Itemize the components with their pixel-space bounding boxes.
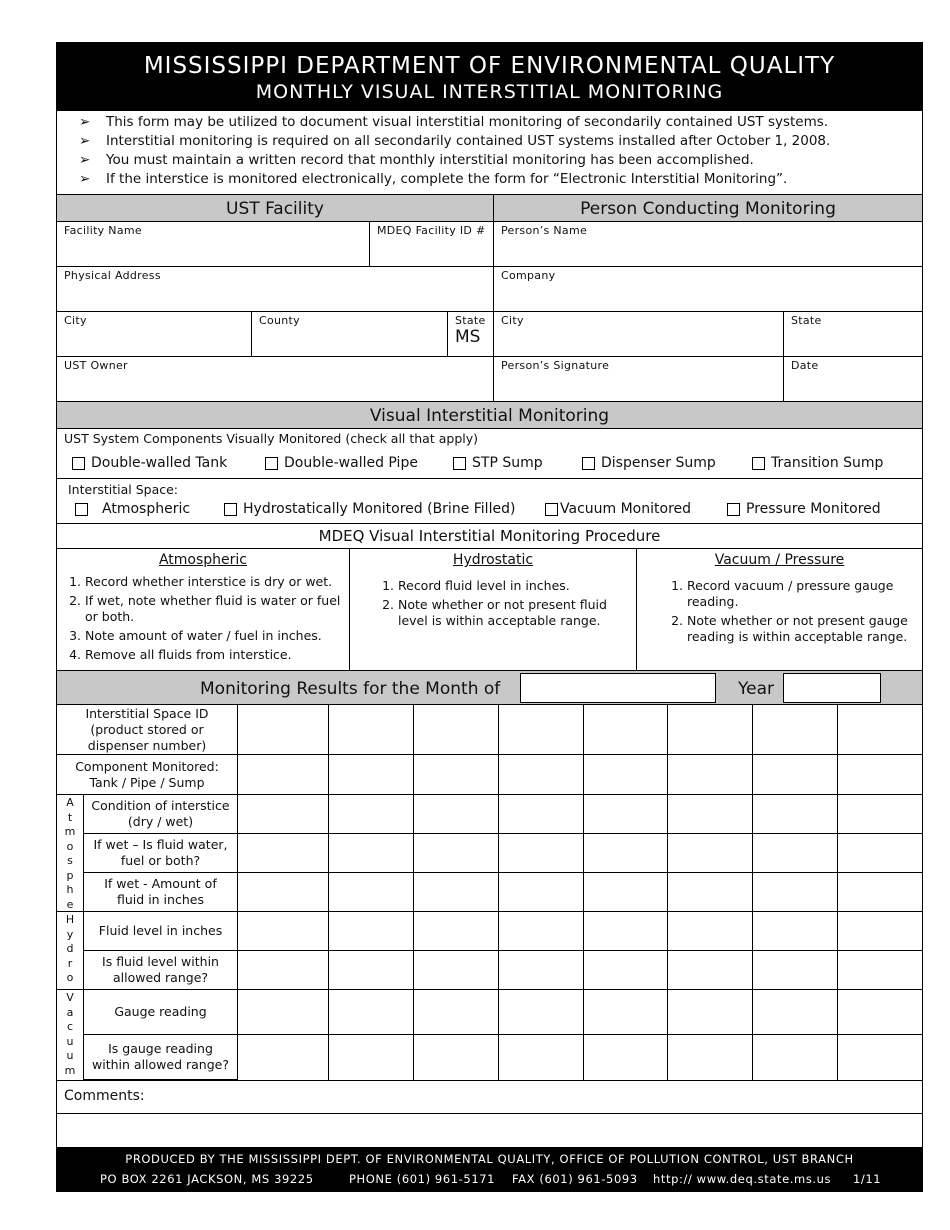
result-entry-cell[interactable] <box>329 795 414 834</box>
step: 1. Record whether interstice is dry or wet. <box>85 574 349 590</box>
form-title: MONTHLY VISUAL INTERSTITIAL MONITORING <box>255 81 724 103</box>
date-field[interactable]: Date <box>784 357 922 402</box>
county-field[interactable]: County <box>252 312 448 357</box>
result-entry-cell[interactable] <box>668 873 753 912</box>
instructions <box>57 111 922 195</box>
ust-owner-field[interactable]: UST Owner <box>57 357 494 402</box>
bullet-2: ➢ Interstitial monitoring is required on all secondarily contained UST systems installed after October 1, 2008. <box>79 133 831 149</box>
ust-facility-header: UST Facility <box>57 195 494 222</box>
atmospheric-steps <box>57 574 349 663</box>
hydrostatic-heading: Hydrostatic <box>452 552 534 568</box>
result-entry-cell[interactable] <box>499 834 584 873</box>
result-entry-cell[interactable] <box>414 873 499 912</box>
vacuum-steps <box>637 578 922 645</box>
signature-field[interactable]: Person’s Signature <box>494 357 784 402</box>
result-entry-cell[interactable] <box>329 755 414 795</box>
result-entry-cell[interactable] <box>838 912 922 951</box>
facility-state-label: State <box>455 314 486 327</box>
row-label-condition: Condition of interstice (dry / wet) <box>84 795 238 834</box>
row-label-fluid-type: If wet – Is fluid water, fuel or both? <box>84 834 238 873</box>
year-label: Year <box>738 679 774 699</box>
component-transition-sump[interactable]: Transition Sump <box>752 455 883 471</box>
result-entry-cell[interactable] <box>329 705 414 755</box>
hydrostatic-procedure <box>350 549 637 671</box>
checkbox[interactable] <box>72 457 85 470</box>
atmospheric-procedure <box>57 549 350 671</box>
bullet-1: ➢ This form may be utilized to document visual interstitial monitoring of secondarily contained UST systems. <box>79 114 829 130</box>
result-entry-cell[interactable] <box>668 755 753 795</box>
step: 2. If wet, note whether fluid is water or fuel or both. <box>85 593 349 625</box>
result-entry-cell[interactable] <box>499 755 584 795</box>
result-entry-cell[interactable] <box>238 705 329 755</box>
step: 3. Note amount of water / fuel in inches. <box>85 628 349 644</box>
bullet-3: ➢ You must maintain a written record that monthly interstitial monitoring has been accomplished. <box>79 152 754 168</box>
result-entry-cell[interactable] <box>753 755 838 795</box>
hydrostatic-steps <box>350 578 636 629</box>
component-stp-sump[interactable]: STP Sump <box>453 455 543 471</box>
result-entry-cell[interactable] <box>414 755 499 795</box>
checkbox[interactable] <box>752 457 765 470</box>
facility-id-field[interactable]: MDEQ Facility ID # <box>370 222 494 267</box>
result-entry-cell[interactable] <box>838 755 922 795</box>
result-entry-cell[interactable] <box>499 705 584 755</box>
result-entry-cell[interactable] <box>668 1035 753 1080</box>
result-entry-cell[interactable] <box>753 912 838 951</box>
person-name-field[interactable]: Person’s Name <box>494 222 922 267</box>
bullet-4: ➢ If the interstice is monitored electronically, complete the form for “Electronic Interstitial Monitoring”. <box>79 171 788 187</box>
result-entry-cell[interactable] <box>838 705 922 755</box>
result-entry-cell[interactable] <box>329 912 414 951</box>
comments-label: Comments: <box>57 1080 922 1114</box>
footer-phone: PHONE (601) 961-5171 <box>349 1172 496 1186</box>
space-label: Interstitial Space: <box>68 482 179 497</box>
step: 1. Record vacuum / pressure gauge reading. <box>687 578 910 610</box>
month-input[interactable] <box>520 673 716 703</box>
facility-name-field[interactable]: Facility Name <box>57 222 370 267</box>
side-label-vacuum: V a c u u m <box>57 990 84 1080</box>
space-pressure[interactable]: Pressure Monitored <box>727 501 881 517</box>
footer-url: http:// www.deq.state.ms.us <box>653 1172 832 1186</box>
result-entry-cell[interactable] <box>753 951 838 990</box>
component-tank[interactable]: Double-walled Tank <box>72 455 227 471</box>
checkbox[interactable] <box>727 503 740 516</box>
result-entry-cell[interactable] <box>668 912 753 951</box>
row-label-component: Component Monitored: Tank / Pipe / Sump <box>57 755 238 795</box>
atmospheric-heading: Atmospheric <box>158 552 248 568</box>
vacuum-procedure <box>637 549 922 671</box>
result-entry-cell[interactable] <box>753 795 838 834</box>
procedure-title: MDEQ Visual Interstitial Monitoring Procedure <box>57 524 922 549</box>
footer-revision: 1/11 <box>853 1172 882 1186</box>
person-monitoring-header: Person Conducting Monitoring <box>494 195 922 222</box>
component-dispenser-sump[interactable]: Dispenser Sump <box>582 455 716 471</box>
person-city-field[interactable]: City <box>494 312 784 357</box>
result-entry-cell[interactable] <box>668 795 753 834</box>
result-entry-cell[interactable] <box>753 834 838 873</box>
space-hydrostatic[interactable]: Hydrostatically Monitored (Brine Filled) <box>224 501 515 517</box>
checkbox[interactable] <box>453 457 466 470</box>
result-entry-cell[interactable] <box>414 1035 499 1080</box>
result-entry-cell[interactable] <box>414 705 499 755</box>
result-entry-cell[interactable] <box>238 1035 329 1080</box>
footer-produced-by: PRODUCED BY THE MISSISSIPPI DEPT. OF ENVIRONMENTAL QUALITY, OFFICE OF POLLUTION CONTROL, UST BRANCH <box>125 1152 854 1166</box>
checkbox[interactable] <box>265 457 278 470</box>
result-entry-cell[interactable] <box>329 834 414 873</box>
physical-address-field[interactable]: Physical Address <box>57 267 494 312</box>
results-header <box>57 671 922 705</box>
vacuum-heading: Vacuum / Pressure <box>714 552 845 568</box>
components-section <box>57 429 922 479</box>
result-entry-cell[interactable] <box>329 951 414 990</box>
result-entry-cell[interactable] <box>238 834 329 873</box>
result-entry-cell[interactable] <box>584 834 668 873</box>
result-entry-cell[interactable] <box>584 755 668 795</box>
result-entry-cell[interactable] <box>329 990 414 1035</box>
space-atmospheric[interactable]: Atmospheric <box>75 501 190 517</box>
result-entry-cell[interactable] <box>838 1035 922 1080</box>
result-entry-cell[interactable] <box>584 912 668 951</box>
row-label-fluid-level: Fluid level in inches <box>84 912 238 951</box>
result-entry-cell[interactable] <box>499 873 584 912</box>
step: 1. Record fluid level in inches. <box>398 578 616 594</box>
result-entry-cell[interactable] <box>668 705 753 755</box>
agency-title: MISSISSIPPI DEPARTMENT OF ENVIRONMENTAL QUALITY <box>143 53 836 79</box>
checkbox[interactable] <box>224 503 237 516</box>
visual-monitoring-header: Visual Interstitial Monitoring <box>57 402 922 429</box>
row-label-fluid-range: Is fluid level within allowed range? <box>84 951 238 990</box>
result-entry-cell[interactable] <box>668 951 753 990</box>
result-entry-cell[interactable] <box>238 795 329 834</box>
step: 2. Note whether or not present fluid level is within acceptable range. <box>398 597 616 629</box>
footer-address: PO BOX 2261 JACKSON, MS 39225 <box>100 1172 314 1186</box>
result-entry-cell[interactable] <box>238 873 329 912</box>
result-entry-cell[interactable] <box>838 873 922 912</box>
company-field[interactable]: Company <box>494 267 922 312</box>
comments-input[interactable] <box>57 1114 922 1147</box>
checkbox[interactable] <box>582 457 595 470</box>
results-title: Monitoring Results for the Month of <box>200 679 501 699</box>
result-entry-cell[interactable] <box>499 951 584 990</box>
result-entry-cell[interactable] <box>238 951 329 990</box>
result-entry-cell[interactable] <box>499 990 584 1035</box>
side-label-atmospheric: A t m o s p h e <box>57 795 84 912</box>
result-entry-cell[interactable] <box>414 990 499 1035</box>
step: 2. Note whether or not present gauge reading is within acceptable range. <box>687 613 910 645</box>
footer <box>57 1147 922 1191</box>
result-entry-cell[interactable] <box>668 990 753 1035</box>
result-entry-cell[interactable] <box>238 755 329 795</box>
row-label-gauge: Gauge reading <box>84 990 238 1035</box>
year-input[interactable] <box>783 673 881 703</box>
components-label: UST System Components Visually Monitored (check all that apply) <box>64 431 478 446</box>
result-entry-cell[interactable] <box>499 795 584 834</box>
result-entry-cell[interactable] <box>329 1035 414 1080</box>
result-entry-cell[interactable] <box>753 705 838 755</box>
result-entry-cell[interactable] <box>838 990 922 1035</box>
result-entry-cell[interactable] <box>838 795 922 834</box>
result-entry-cell[interactable] <box>584 873 668 912</box>
checkbox[interactable] <box>545 503 558 516</box>
result-entry-cell[interactable] <box>838 951 922 990</box>
facility-state-value: MS <box>455 327 481 347</box>
facility-city-field[interactable]: City <box>57 312 252 357</box>
monitoring-form <box>56 42 923 1192</box>
result-entry-cell[interactable] <box>584 990 668 1035</box>
space-vacuum[interactable]: Vacuum Monitored <box>545 501 691 517</box>
checkbox[interactable] <box>75 503 88 516</box>
result-entry-cell[interactable] <box>753 1035 838 1080</box>
result-entry-cell[interactable] <box>668 834 753 873</box>
result-entry-cell[interactable] <box>414 834 499 873</box>
row-label-fluid-amount: If wet - Amount of fluid in inches <box>84 873 238 912</box>
result-entry-cell[interactable] <box>414 951 499 990</box>
row-label-space-id: Interstitial Space ID (product stored or dispenser number) <box>57 705 238 755</box>
result-entry-cell[interactable] <box>238 912 329 951</box>
person-state-field[interactable]: State <box>784 312 922 357</box>
step: 4. Remove all fluids from interstice. <box>85 647 349 663</box>
results-grid <box>57 705 922 1080</box>
side-label-hydro: H y d r o <box>57 912 84 990</box>
component-pipe[interactable]: Double-walled Pipe <box>265 455 418 471</box>
result-entry-cell[interactable] <box>584 795 668 834</box>
result-entry-cell[interactable] <box>238 990 329 1035</box>
result-entry-cell[interactable] <box>753 990 838 1035</box>
facility-state-field[interactable] <box>448 312 494 357</box>
interstitial-space-section <box>57 479 922 524</box>
result-entry-cell[interactable] <box>838 834 922 873</box>
result-entry-cell[interactable] <box>414 795 499 834</box>
result-entry-cell[interactable] <box>499 912 584 951</box>
result-entry-cell[interactable] <box>329 873 414 912</box>
result-entry-cell[interactable] <box>753 873 838 912</box>
result-entry-cell[interactable] <box>499 1035 584 1080</box>
result-entry-cell[interactable] <box>584 951 668 990</box>
footer-fax: FAX (601) 961-5093 <box>512 1172 638 1186</box>
form-header <box>57 43 922 111</box>
row-label-gauge-range: Is gauge reading within allowed range? <box>84 1035 238 1080</box>
result-entry-cell[interactable] <box>584 705 668 755</box>
result-entry-cell[interactable] <box>584 1035 668 1080</box>
result-entry-cell[interactable] <box>414 912 499 951</box>
